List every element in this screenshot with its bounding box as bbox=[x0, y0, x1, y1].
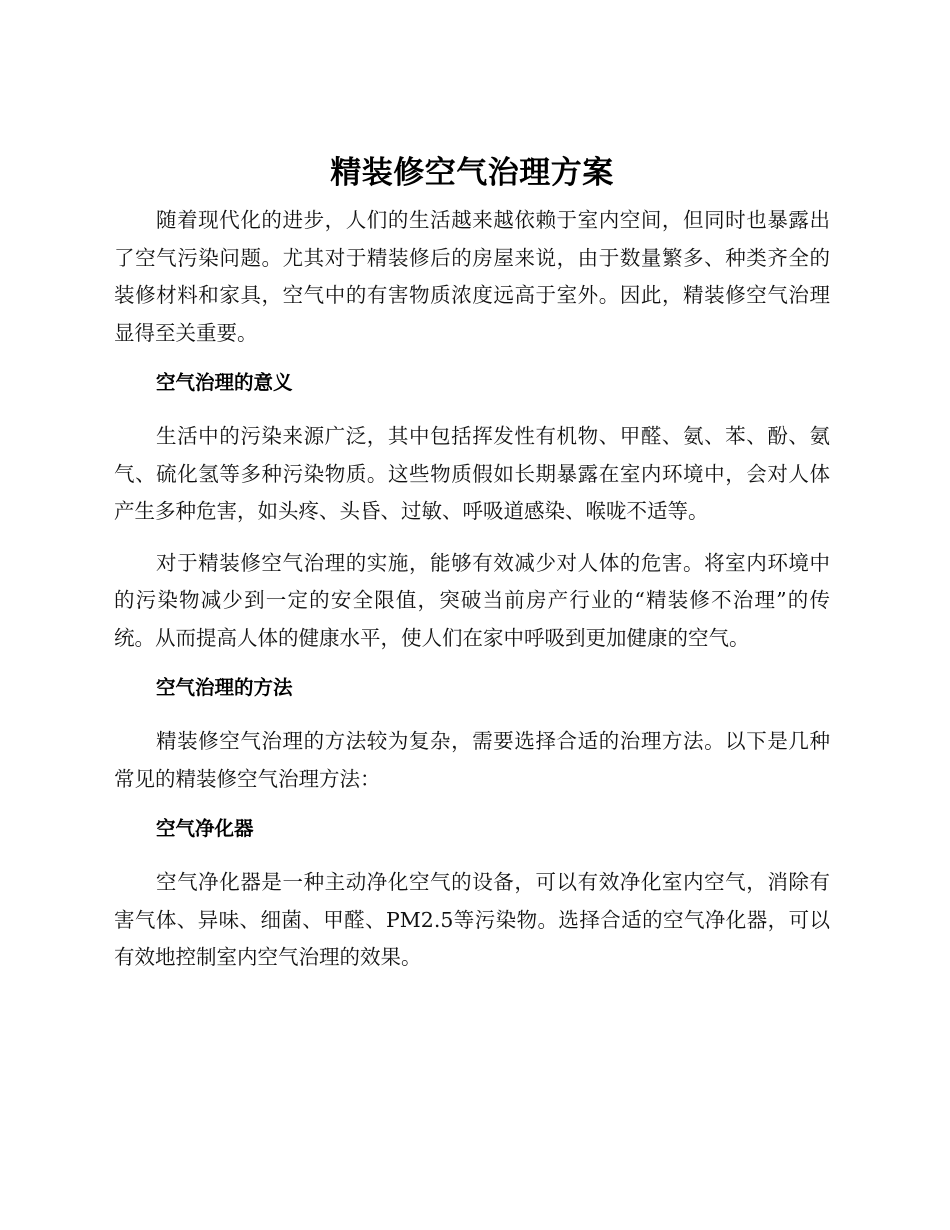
intro-paragraph: 随着现代化的进步，人们的生活越来越依赖于室内空间，但同时也暴露出了空气污染问题。尤其对于精装修后的房屋来说，由于数量繁多、种类齐全的装修材料和家具，空气中的有害物质浓度远高于室外。因此，精装修空气治理显得至关重要。 bbox=[114, 208, 830, 345]
air-purifier-paragraph: 空气净化器是一种主动净化空气的设备，可以有效净化室内空气，消除有害气体、异味、细菌、甲醛、PM2.5等污染物。选择合适的空气净化器，可以有效地控制室内空气治理的效果。 bbox=[114, 870, 830, 969]
significance-paragraph-2: 对于精装修空气治理的实施，能够有效减少对人体的危害。将室内环境中的污染物减少到一定的安全限值，突破当前房产行业的“精装修不治理”的传统。从而提高人体的健康水平，使人们在家中呼吸到更加健康的空气。 bbox=[114, 550, 830, 650]
section-heading-methods: 空气治理的方法 bbox=[156, 676, 293, 699]
document-title: 精装修空气治理方案 bbox=[330, 155, 614, 191]
document-body bbox=[114, 148, 830, 991]
methods-paragraph: 精装修空气治理的方法较为复杂，需要选择合适的治理方法。以下是几种常见的精装修空气治理方法： bbox=[114, 729, 830, 791]
significance-paragraph-1: 生活中的污染来源广泛，其中包括挥发性有机物、甲醛、氨、苯、酚、氨气、硫化氢等多种污染物质。这些物质假如长期暴露在室内环境中，会对人体产生多种危害，如头疼、头昏、过敏、呼吸道感染、喉咙不适等。 bbox=[114, 424, 830, 523]
section-heading-significance: 空气治理的意义 bbox=[156, 371, 293, 394]
section-heading-air-purifier: 空气净化器 bbox=[156, 817, 254, 840]
